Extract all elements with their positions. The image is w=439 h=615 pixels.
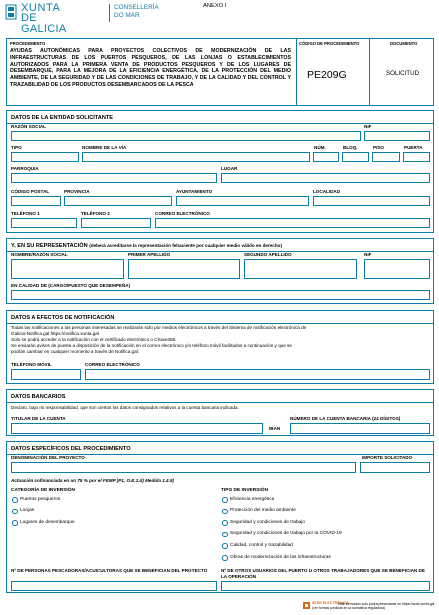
rep-calidad-field[interactable] <box>11 290 430 300</box>
xunta-logo <box>5 2 85 35</box>
brand-bottom: DE GALICIA <box>21 12 67 35</box>
num-field[interactable] <box>313 152 339 162</box>
bank-account-field[interactable] <box>290 423 430 434</box>
notification-line5: podrán cambiar en cualquier momento a través de Notifica.gal: <box>11 349 139 354</box>
procedure-doc: SOLICITUD <box>386 70 420 77</box>
type-option-label: Obras de modernización de las infraestructuras <box>230 554 331 560</box>
procedure-title: AYUDAS AUTONÓMICAS PARA PROYECTOS COLECTIVOS DE MODERNIZACIÓN DE LAS INFRAESTRUCTURAS DE LOS PUERTOS PESQUEROS, DE LAS LONJAS O ESTABLECIMIENTOS AUTORIZADOS PARA LA PRIMERA VENTA DE PRODUCTOS PESQUEROS Y DE LOS LUGARES DE DESEMBARQUE, PARA LA MEJORA DE LA EFICIENCIA ENERGÉTICA, DE LA PROTECCIÓN DEL MEDIO AMBIENTE, DE LA SEGURIDAD Y DE LAS CONDICIONES DE TRABAJO, Y DE LA CALIDAD Y DEL CONTROL Y TRAZABILIDAD DE LOS PRODUCTOS DESEMBARCADOS DE LA PESCA <box>10 48 291 88</box>
num-label: NÚM. <box>314 145 326 150</box>
category-radio[interactable] <box>12 520 18 526</box>
header-divider <box>109 4 110 22</box>
representative-title <box>11 243 282 249</box>
procedure-doc-label: DOCUMENTO <box>390 41 418 46</box>
notification-section <box>6 310 434 384</box>
rep-apellido1-field[interactable] <box>128 259 240 279</box>
puerta-field[interactable] <box>403 152 430 162</box>
lugar-label: LUGAR <box>221 166 238 171</box>
rep-calidad-label: EN CALIDAD DE (CARGO/PUESTO QUE DESEMPEÑA) <box>11 283 131 288</box>
type-option-label: Seguridad y condiciones de trabajo <box>230 519 305 525</box>
rep-apellido2-label: SEGUNDO APELLIDO <box>244 252 292 257</box>
procedure-sep2 <box>369 39 370 106</box>
applicant-email-label: CORREO ELECTRÓNICO <box>155 211 210 216</box>
rep-apellido1-label: PRIMER APELLIDO <box>128 252 171 257</box>
puerta-label: PUERTA <box>404 145 423 150</box>
amount-field[interactable] <box>360 462 430 473</box>
type-title: TIPO DE INVERSIÓN <box>221 488 268 493</box>
parroquia-label: PARROQUIA <box>11 166 39 171</box>
type-option-label: Protección del medio ambiente <box>230 508 296 514</box>
specific-section <box>6 441 434 593</box>
lugar-field[interactable] <box>221 173 430 183</box>
brand-top: XUNTA <box>21 2 61 14</box>
notification-title: DATOS A EFECTOS DE NOTIFICACIÓN <box>11 315 115 321</box>
rep-nif-label: NIF <box>364 252 372 257</box>
benef-left-label: Nº DE PERSONAS PESCADORAS/ACUICULTORAS QUE SE BENEFICIAN DEL PROYECTO <box>11 568 208 573</box>
category-radio[interactable] <box>12 509 18 515</box>
sede-title: SEDE ELECTRÓNICA <box>312 601 349 605</box>
tel1-label: TELÉFONO 1 <box>11 211 40 216</box>
bank-title-rule <box>7 402 434 403</box>
rep-nif-field[interactable] <box>364 259 430 279</box>
cp-label: CÓDIGO POSTAL <box>11 189 50 194</box>
category-title: CATEGORÍA DE INVERSIÓN <box>11 488 75 493</box>
type-radio[interactable] <box>222 497 228 503</box>
piso-label: PISO <box>373 145 384 150</box>
notification-movil-field[interactable] <box>11 369 81 380</box>
procedure-label: PROCEDIMIENTO <box>10 41 46 46</box>
rep-apellido2-field[interactable] <box>244 259 357 279</box>
category-option-label: Lonjas <box>20 508 35 513</box>
notification-title-rule <box>7 323 434 324</box>
type-radio[interactable] <box>222 509 228 515</box>
tel2-label: TELÉFONO 2 <box>81 211 110 216</box>
galicia-shield-icon <box>5 4 17 22</box>
sede-text[interactable]: Este formulario solo podrá presentarse en https://sede.xunta.gal (ver formas jurídicas en la normativa reguladora) <box>312 602 435 611</box>
footer <box>303 601 437 613</box>
procedure-code: PE209G <box>307 69 347 81</box>
nombre-via-field[interactable] <box>82 152 310 162</box>
dept-line2: DO MAR <box>114 12 140 19</box>
parroquia-field[interactable] <box>11 173 217 183</box>
tipo-field[interactable] <box>11 152 79 162</box>
type-radio[interactable] <box>222 555 228 561</box>
notification-movil-label: TELÉFONO MÓVIL <box>11 362 52 367</box>
type-radio[interactable] <box>222 520 228 526</box>
applicant-email-field[interactable] <box>155 218 430 228</box>
notification-line4: Se enviarán avisos de puesta a disposición de la notificación en el correo electrónico y/o teléfono móvil facilitados a continuación y que se <box>11 343 292 348</box>
iban-label: IBAN <box>269 426 281 431</box>
applicant-title: DATOS DE LA ENTIDAD SOLICITANTE <box>11 115 114 121</box>
razon-social-label: RAZÓN SOCIAL <box>11 124 46 129</box>
bank-section <box>6 389 434 436</box>
applicant-nif-field[interactable] <box>364 131 430 141</box>
ayuntamiento-label: AYUNTAMIENTO <box>176 189 213 194</box>
tel2-field[interactable] <box>81 218 151 228</box>
bank-declaration: Declaro, bajo mi responsabilidad, que son ciertos los datos consignados relativos a la cuenta bancaria indicada. <box>11 405 239 410</box>
bloq-label: BLOQ. <box>343 145 358 150</box>
provincia-label: PROVINCIA <box>64 189 90 194</box>
piso-field[interactable] <box>372 152 400 162</box>
category-option-label: Lugares de desembarque <box>20 519 75 525</box>
tel1-field[interactable] <box>11 218 77 228</box>
representative-section <box>6 238 434 304</box>
notification-email-field[interactable] <box>85 369 430 380</box>
representative-note: (deberá acreditarse la representación fehaciente por cualquier medio válido en derecho) <box>89 243 282 248</box>
benef-right-label: Nº DE OTROS USUARIOS DEL PUERTO U OTROS TRABAJADORES QUE SE BENEFICIAN DE LA OPERACIÓN <box>221 568 425 580</box>
project-name-field[interactable] <box>11 462 356 473</box>
procedure-box <box>6 38 434 106</box>
type-option-label: Eficiencia energética <box>230 496 275 502</box>
notification-line1: Todas las notificaciones a las personas interesadas se realizarán solo por medios electrónicos a través del Sistema de notificación electrónica de <box>11 325 307 330</box>
localidad-label: LOCALIDAD <box>313 189 341 194</box>
applicant-nif-label: NIF <box>364 124 372 129</box>
applicant-section <box>6 110 434 233</box>
ayuntamiento-field[interactable] <box>176 196 309 206</box>
specific-title: DATOS ESPECÍFICOS DEL PROCEDIMIENTO <box>11 446 131 452</box>
bank-holder-field[interactable] <box>11 423 263 434</box>
sede-logo-icon <box>303 602 310 609</box>
category-radio[interactable] <box>12 497 18 503</box>
razon-social-field[interactable] <box>11 131 361 141</box>
type-radio[interactable] <box>222 543 228 549</box>
type-radio[interactable] <box>222 532 228 538</box>
type-option-label: Seguridad y condiciones de trabajo por la COVID-19 <box>230 531 342 537</box>
category-option-label: Puertos pesqueros <box>20 496 61 502</box>
amount-label: IMPORTE SOLICITADO <box>362 455 413 460</box>
project-name-label: DENOMINACIÓN DEL PROYECTO <box>11 455 85 460</box>
bank-title: DATOS BANCARIOS <box>11 394 66 400</box>
benef-right-field[interactable] <box>221 581 430 591</box>
cofinance-note: Actuación cofinanciada en un 75 % por el FEMP [P1, O.E.1.d) Medida 1.4.9] <box>11 478 174 483</box>
rep-name-field[interactable] <box>11 259 124 279</box>
provincia-field[interactable] <box>64 196 172 206</box>
tipo-label: TIPO <box>11 145 22 150</box>
procedure-sep1 <box>296 39 297 106</box>
cp-field[interactable] <box>11 196 61 206</box>
representative-title-text: Y, EN SU REPRESENTACIÓN <box>11 243 88 249</box>
bank-holder-label: TITULAR DE LA CUENTA <box>11 416 66 421</box>
dept-line1: CONSELLERÍA <box>114 4 159 11</box>
nombre-via-label: NOMBRE DE LA VÍA <box>82 145 127 150</box>
benef-left-field[interactable] <box>11 581 217 591</box>
annex-label: ANEXO I <box>203 3 227 9</box>
notification-line2: Galicia-Notifica.gal https://notifica.xunta.gal <box>11 331 99 336</box>
type-option-label: Calidad, control y trazabilidad <box>230 542 293 548</box>
bloq-field[interactable] <box>342 152 369 162</box>
bank-account-label: NÚMERO DE LA CUENTA BANCARIA (24 DÍGITOS) <box>290 416 401 421</box>
localidad-field[interactable] <box>313 196 430 206</box>
procedure-code-label: CÓDIGO DE PROCEDIMIENTO <box>299 41 360 46</box>
notification-email-label: CORREO ELECTRÓNICO <box>85 362 140 367</box>
notification-line3: Solo se podrá acceder a la notificación con el certificado electrónico o Chave365. <box>11 337 177 342</box>
rep-name-label: NOMBRE/RAZÓN SOCIAL <box>11 252 68 257</box>
